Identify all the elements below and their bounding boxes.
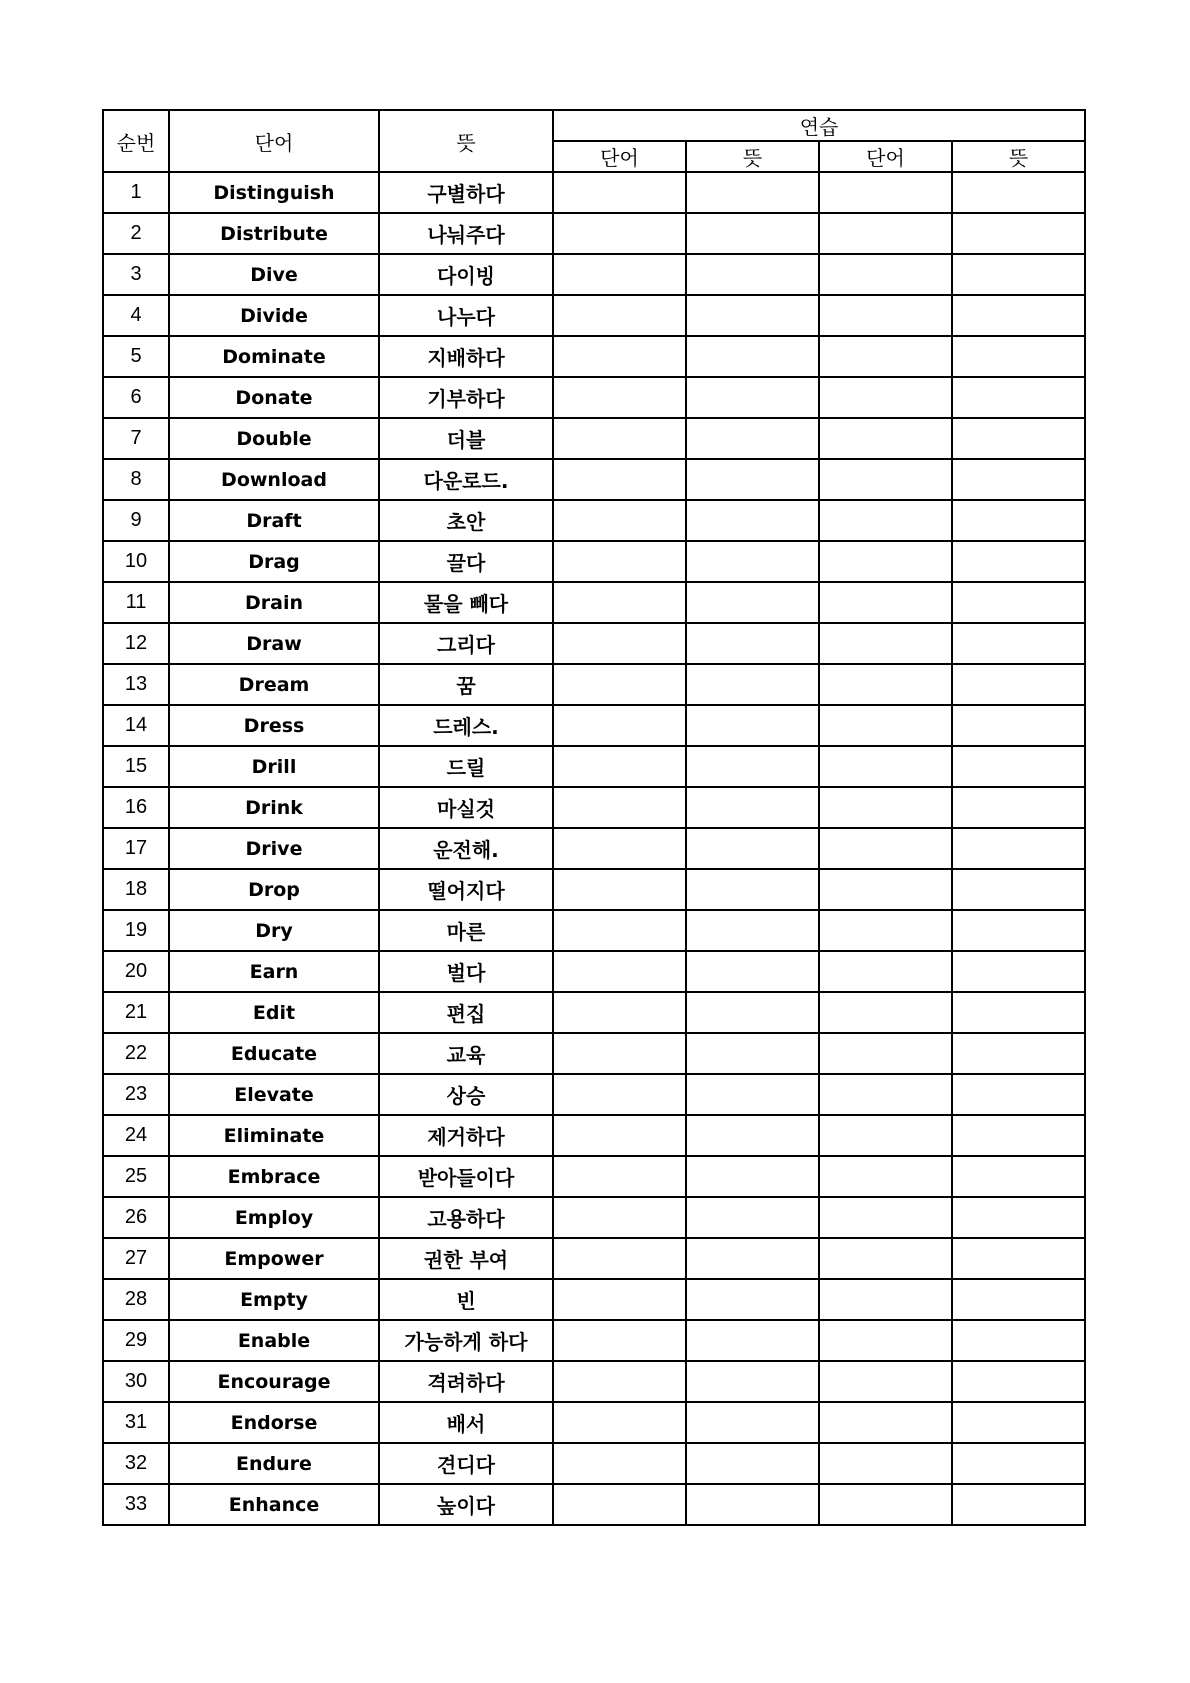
header-meaning: 뜻	[379, 110, 553, 172]
row-meaning: 더블	[379, 418, 553, 459]
practice-word-cell-2[interactable]	[819, 992, 952, 1033]
table-row	[103, 377, 1085, 418]
table-row	[103, 623, 1085, 664]
practice-word-cell-2[interactable]	[819, 541, 952, 582]
row-meaning: 물을 빼다	[379, 582, 553, 623]
row-number: 13	[103, 664, 169, 705]
row-number: 9	[103, 500, 169, 541]
practice-word-cell-2[interactable]	[819, 1156, 952, 1197]
row-meaning: 마실것	[379, 787, 553, 828]
practice-word-cell-2[interactable]	[819, 1361, 952, 1402]
table-row	[103, 582, 1085, 623]
row-meaning: 높이다	[379, 1484, 553, 1525]
row-word: Empower	[169, 1238, 379, 1279]
practice-word-cell-1[interactable]	[553, 1320, 686, 1361]
table-row	[103, 746, 1085, 787]
table-row	[103, 172, 1085, 213]
practice-word-cell-2[interactable]	[819, 746, 952, 787]
row-meaning: 운전해.	[379, 828, 553, 869]
practice-meaning-cell-2[interactable]	[952, 869, 1085, 910]
practice-meaning-cell-1[interactable]	[686, 1115, 819, 1156]
row-meaning: 제거하다	[379, 1115, 553, 1156]
row-word: Encourage	[169, 1361, 379, 1402]
row-word: Elevate	[169, 1074, 379, 1115]
practice-word-cell-2[interactable]	[819, 828, 952, 869]
table-row	[103, 1033, 1085, 1074]
practice-word-cell-1[interactable]	[553, 828, 686, 869]
practice-word-cell-1[interactable]	[553, 1443, 686, 1484]
practice-word-cell-1[interactable]	[553, 459, 686, 500]
row-meaning: 구별하다	[379, 172, 553, 213]
row-number: 22	[103, 1033, 169, 1074]
practice-word-cell-1[interactable]	[553, 1279, 686, 1320]
row-number: 8	[103, 459, 169, 500]
table-row	[103, 418, 1085, 459]
practice-word-cell-2[interactable]	[819, 1115, 952, 1156]
practice-word-cell-2[interactable]	[819, 213, 952, 254]
practice-word-cell-1[interactable]	[553, 295, 686, 336]
practice-word-cell-2[interactable]	[819, 910, 952, 951]
practice-word-cell-2[interactable]	[819, 377, 952, 418]
practice-word-cell-2[interactable]	[819, 254, 952, 295]
practice-meaning-cell-2[interactable]	[952, 1484, 1085, 1525]
practice-meaning-cell-2[interactable]	[952, 1361, 1085, 1402]
row-number: 19	[103, 910, 169, 951]
row-meaning: 끌다	[379, 541, 553, 582]
practice-meaning-cell-2[interactable]	[952, 1197, 1085, 1238]
row-word: Educate	[169, 1033, 379, 1074]
row-number: 18	[103, 869, 169, 910]
row-number: 1	[103, 172, 169, 213]
practice-meaning-cell-1[interactable]	[686, 1033, 819, 1074]
row-number: 11	[103, 582, 169, 623]
row-meaning: 꿈	[379, 664, 553, 705]
practice-word-cell-1[interactable]	[553, 1115, 686, 1156]
practice-meaning-cell-2[interactable]	[952, 1033, 1085, 1074]
practice-meaning-cell-1[interactable]	[686, 828, 819, 869]
practice-word-cell-2[interactable]	[819, 1402, 952, 1443]
practice-word-cell-2[interactable]	[819, 172, 952, 213]
practice-word-cell-2[interactable]	[819, 664, 952, 705]
practice-meaning-cell-2[interactable]	[952, 828, 1085, 869]
table-row	[103, 213, 1085, 254]
table-row	[103, 1074, 1085, 1115]
practice-meaning-cell-2[interactable]	[952, 1402, 1085, 1443]
practice-meaning-cell-2[interactable]	[952, 213, 1085, 254]
header-practice-word-2: 단어	[819, 141, 952, 172]
row-number: 31	[103, 1402, 169, 1443]
row-word: Dry	[169, 910, 379, 951]
table-row	[103, 500, 1085, 541]
row-number: 32	[103, 1443, 169, 1484]
practice-word-cell-2[interactable]	[819, 459, 952, 500]
practice-word-cell-2[interactable]	[819, 1197, 952, 1238]
practice-word-cell-2[interactable]	[819, 787, 952, 828]
practice-word-cell-1[interactable]	[553, 418, 686, 459]
table-body	[103, 172, 1085, 1525]
row-word: Eliminate	[169, 1115, 379, 1156]
practice-word-cell-2[interactable]	[819, 336, 952, 377]
header-practice-word-1: 단어	[553, 141, 686, 172]
practice-meaning-cell-1[interactable]	[686, 213, 819, 254]
header-word: 단어	[169, 110, 379, 172]
row-meaning: 그리다	[379, 623, 553, 664]
practice-meaning-cell-2[interactable]	[952, 1115, 1085, 1156]
practice-meaning-cell-1[interactable]	[686, 746, 819, 787]
table-row	[103, 1115, 1085, 1156]
practice-meaning-cell-2[interactable]	[952, 705, 1085, 746]
table-row	[103, 869, 1085, 910]
practice-word-cell-1[interactable]	[553, 1197, 686, 1238]
row-word: Draw	[169, 623, 379, 664]
row-word: Download	[169, 459, 379, 500]
practice-meaning-cell-2[interactable]	[952, 992, 1085, 1033]
row-meaning: 편집	[379, 992, 553, 1033]
table-row	[103, 336, 1085, 377]
table-row	[103, 459, 1085, 500]
row-word: Distinguish	[169, 172, 379, 213]
row-meaning: 격려하다	[379, 1361, 553, 1402]
table-row	[103, 1238, 1085, 1279]
practice-meaning-cell-1[interactable]	[686, 1197, 819, 1238]
practice-meaning-cell-1[interactable]	[686, 992, 819, 1033]
practice-word-cell-1[interactable]	[553, 1033, 686, 1074]
row-word: Drill	[169, 746, 379, 787]
practice-meaning-cell-2[interactable]	[952, 172, 1085, 213]
table-row	[103, 1279, 1085, 1320]
row-number: 5	[103, 336, 169, 377]
table-row	[103, 787, 1085, 828]
practice-meaning-cell-1[interactable]	[686, 500, 819, 541]
practice-meaning-cell-1[interactable]	[686, 336, 819, 377]
row-number: 14	[103, 705, 169, 746]
practice-word-cell-1[interactable]	[553, 254, 686, 295]
row-meaning: 드레스.	[379, 705, 553, 746]
row-word: Edit	[169, 992, 379, 1033]
row-number: 16	[103, 787, 169, 828]
practice-meaning-cell-1[interactable]	[686, 787, 819, 828]
row-meaning: 받아들이다	[379, 1156, 553, 1197]
row-number: 20	[103, 951, 169, 992]
table-row	[103, 295, 1085, 336]
practice-word-cell-2[interactable]	[819, 500, 952, 541]
practice-word-cell-1[interactable]	[553, 541, 686, 582]
practice-word-cell-1[interactable]	[553, 664, 686, 705]
practice-meaning-cell-1[interactable]	[686, 951, 819, 992]
row-word: Earn	[169, 951, 379, 992]
row-number: 7	[103, 418, 169, 459]
practice-word-cell-1[interactable]	[553, 1402, 686, 1443]
vocabulary-table	[102, 109, 1086, 1526]
table-row	[103, 828, 1085, 869]
practice-word-cell-1[interactable]	[553, 213, 686, 254]
row-number: 2	[103, 213, 169, 254]
row-word: Endorse	[169, 1402, 379, 1443]
row-number: 21	[103, 992, 169, 1033]
row-meaning: 떨어지다	[379, 869, 553, 910]
practice-meaning-cell-2[interactable]	[952, 623, 1085, 664]
row-word: Dive	[169, 254, 379, 295]
practice-meaning-cell-2[interactable]	[952, 459, 1085, 500]
practice-meaning-cell-1[interactable]	[686, 295, 819, 336]
row-number: 10	[103, 541, 169, 582]
practice-word-cell-1[interactable]	[553, 705, 686, 746]
practice-meaning-cell-1[interactable]	[686, 459, 819, 500]
practice-meaning-cell-2[interactable]	[952, 664, 1085, 705]
row-number: 4	[103, 295, 169, 336]
row-meaning: 다이빙	[379, 254, 553, 295]
practice-meaning-cell-1[interactable]	[686, 1402, 819, 1443]
practice-word-cell-1[interactable]	[553, 951, 686, 992]
table-row	[103, 1484, 1085, 1525]
practice-word-cell-2[interactable]	[819, 295, 952, 336]
practice-meaning-cell-1[interactable]	[686, 1443, 819, 1484]
practice-meaning-cell-2[interactable]	[952, 1320, 1085, 1361]
table-row	[103, 992, 1085, 1033]
practice-meaning-cell-2[interactable]	[952, 787, 1085, 828]
table-header	[103, 110, 1085, 172]
practice-meaning-cell-2[interactable]	[952, 336, 1085, 377]
practice-meaning-cell-1[interactable]	[686, 1484, 819, 1525]
table-row	[103, 705, 1085, 746]
row-word: Divide	[169, 295, 379, 336]
practice-meaning-cell-1[interactable]	[686, 418, 819, 459]
practice-meaning-cell-1[interactable]	[686, 1361, 819, 1402]
row-word: Draft	[169, 500, 379, 541]
row-meaning: 벌다	[379, 951, 553, 992]
practice-word-cell-1[interactable]	[553, 910, 686, 951]
row-word: Drain	[169, 582, 379, 623]
practice-word-cell-1[interactable]	[553, 787, 686, 828]
row-word: Enhance	[169, 1484, 379, 1525]
practice-meaning-cell-2[interactable]	[952, 582, 1085, 623]
row-word: Distribute	[169, 213, 379, 254]
row-number: 26	[103, 1197, 169, 1238]
practice-meaning-cell-2[interactable]	[952, 910, 1085, 951]
practice-word-cell-2[interactable]	[819, 1443, 952, 1484]
practice-word-cell-1[interactable]	[553, 336, 686, 377]
row-number: 29	[103, 1320, 169, 1361]
row-number: 23	[103, 1074, 169, 1115]
table-row	[103, 254, 1085, 295]
row-word: Embrace	[169, 1156, 379, 1197]
practice-word-cell-2[interactable]	[819, 705, 952, 746]
practice-word-cell-2[interactable]	[819, 1074, 952, 1115]
practice-word-cell-1[interactable]	[553, 623, 686, 664]
table-row	[103, 1156, 1085, 1197]
row-word: Dress	[169, 705, 379, 746]
row-meaning: 권한 부여	[379, 1238, 553, 1279]
practice-word-cell-1[interactable]	[553, 992, 686, 1033]
row-meaning: 초안	[379, 500, 553, 541]
row-word: Drink	[169, 787, 379, 828]
table-row	[103, 951, 1085, 992]
row-number: 12	[103, 623, 169, 664]
practice-meaning-cell-2[interactable]	[952, 1074, 1085, 1115]
row-meaning: 지배하다	[379, 336, 553, 377]
practice-meaning-cell-2[interactable]	[952, 746, 1085, 787]
practice-meaning-cell-1[interactable]	[686, 1320, 819, 1361]
table-row	[103, 1443, 1085, 1484]
practice-meaning-cell-2[interactable]	[952, 418, 1085, 459]
row-word: Employ	[169, 1197, 379, 1238]
row-meaning: 드릴	[379, 746, 553, 787]
practice-word-cell-2[interactable]	[819, 418, 952, 459]
row-meaning: 마른	[379, 910, 553, 951]
practice-word-cell-2[interactable]	[819, 582, 952, 623]
row-meaning: 고용하다	[379, 1197, 553, 1238]
practice-meaning-cell-1[interactable]	[686, 1074, 819, 1115]
row-word: Donate	[169, 377, 379, 418]
practice-word-cell-2[interactable]	[819, 623, 952, 664]
row-word: Drive	[169, 828, 379, 869]
practice-meaning-cell-2[interactable]	[952, 1156, 1085, 1197]
row-number: 25	[103, 1156, 169, 1197]
practice-meaning-cell-1[interactable]	[686, 1238, 819, 1279]
row-meaning: 견디다	[379, 1443, 553, 1484]
practice-meaning-cell-1[interactable]	[686, 1156, 819, 1197]
practice-meaning-cell-1[interactable]	[686, 910, 819, 951]
practice-meaning-cell-1[interactable]	[686, 869, 819, 910]
row-number: 28	[103, 1279, 169, 1320]
practice-meaning-cell-1[interactable]	[686, 254, 819, 295]
practice-word-cell-1[interactable]	[553, 1156, 686, 1197]
table-row	[103, 1361, 1085, 1402]
practice-word-cell-1[interactable]	[553, 1361, 686, 1402]
row-word: Dream	[169, 664, 379, 705]
practice-meaning-cell-2[interactable]	[952, 500, 1085, 541]
row-word: Dominate	[169, 336, 379, 377]
row-number: 17	[103, 828, 169, 869]
practice-meaning-cell-2[interactable]	[952, 1443, 1085, 1484]
practice-word-cell-1[interactable]	[553, 869, 686, 910]
practice-meaning-cell-1[interactable]	[686, 541, 819, 582]
row-word: Endure	[169, 1443, 379, 1484]
row-meaning: 빈	[379, 1279, 553, 1320]
row-meaning: 배서	[379, 1402, 553, 1443]
row-word: Double	[169, 418, 379, 459]
practice-meaning-cell-2[interactable]	[952, 541, 1085, 582]
header-practice-meaning-1: 뜻	[686, 141, 819, 172]
practice-word-cell-1[interactable]	[553, 1484, 686, 1525]
practice-meaning-cell-1[interactable]	[686, 377, 819, 418]
row-meaning: 가능하게 하다	[379, 1320, 553, 1361]
row-number: 30	[103, 1361, 169, 1402]
row-meaning: 기부하다	[379, 377, 553, 418]
practice-word-cell-2[interactable]	[819, 869, 952, 910]
practice-meaning-cell-1[interactable]	[686, 623, 819, 664]
practice-meaning-cell-2[interactable]	[952, 254, 1085, 295]
practice-word-cell-2[interactable]	[819, 1484, 952, 1525]
practice-meaning-cell-1[interactable]	[686, 705, 819, 746]
row-meaning: 교육	[379, 1033, 553, 1074]
header-practice: 연습	[553, 110, 1085, 141]
practice-meaning-cell-1[interactable]	[686, 664, 819, 705]
row-number: 15	[103, 746, 169, 787]
table-row	[103, 910, 1085, 951]
practice-word-cell-1[interactable]	[553, 746, 686, 787]
practice-word-cell-1[interactable]	[553, 500, 686, 541]
practice-word-cell-2[interactable]	[819, 1033, 952, 1074]
practice-word-cell-2[interactable]	[819, 1238, 952, 1279]
row-meaning: 나누다	[379, 295, 553, 336]
table-row	[103, 1320, 1085, 1361]
practice-meaning-cell-1[interactable]	[686, 582, 819, 623]
practice-word-cell-2[interactable]	[819, 951, 952, 992]
row-meaning: 상승	[379, 1074, 553, 1115]
row-meaning: 다운로드.	[379, 459, 553, 500]
table-row	[103, 664, 1085, 705]
table-row	[103, 541, 1085, 582]
practice-word-cell-2[interactable]	[819, 1320, 952, 1361]
row-number: 33	[103, 1484, 169, 1525]
row-word: Empty	[169, 1279, 379, 1320]
row-meaning: 나눠주다	[379, 213, 553, 254]
practice-meaning-cell-2[interactable]	[952, 951, 1085, 992]
practice-meaning-cell-2[interactable]	[952, 377, 1085, 418]
row-number: 3	[103, 254, 169, 295]
practice-word-cell-2[interactable]	[819, 1279, 952, 1320]
practice-meaning-cell-2[interactable]	[952, 295, 1085, 336]
header-practice-meaning-2: 뜻	[952, 141, 1085, 172]
practice-word-cell-1[interactable]	[553, 377, 686, 418]
row-number: 24	[103, 1115, 169, 1156]
practice-meaning-cell-1[interactable]	[686, 1279, 819, 1320]
row-word: Drag	[169, 541, 379, 582]
row-number: 27	[103, 1238, 169, 1279]
row-word: Drop	[169, 869, 379, 910]
row-number: 6	[103, 377, 169, 418]
practice-word-cell-1[interactable]	[553, 582, 686, 623]
practice-word-cell-1[interactable]	[553, 1074, 686, 1115]
practice-word-cell-1[interactable]	[553, 172, 686, 213]
table-row	[103, 1402, 1085, 1443]
practice-meaning-cell-2[interactable]	[952, 1238, 1085, 1279]
practice-word-cell-1[interactable]	[553, 1238, 686, 1279]
header-number: 순번	[103, 110, 169, 172]
row-word: Enable	[169, 1320, 379, 1361]
table-row	[103, 1197, 1085, 1238]
practice-meaning-cell-1[interactable]	[686, 172, 819, 213]
practice-meaning-cell-2[interactable]	[952, 1279, 1085, 1320]
